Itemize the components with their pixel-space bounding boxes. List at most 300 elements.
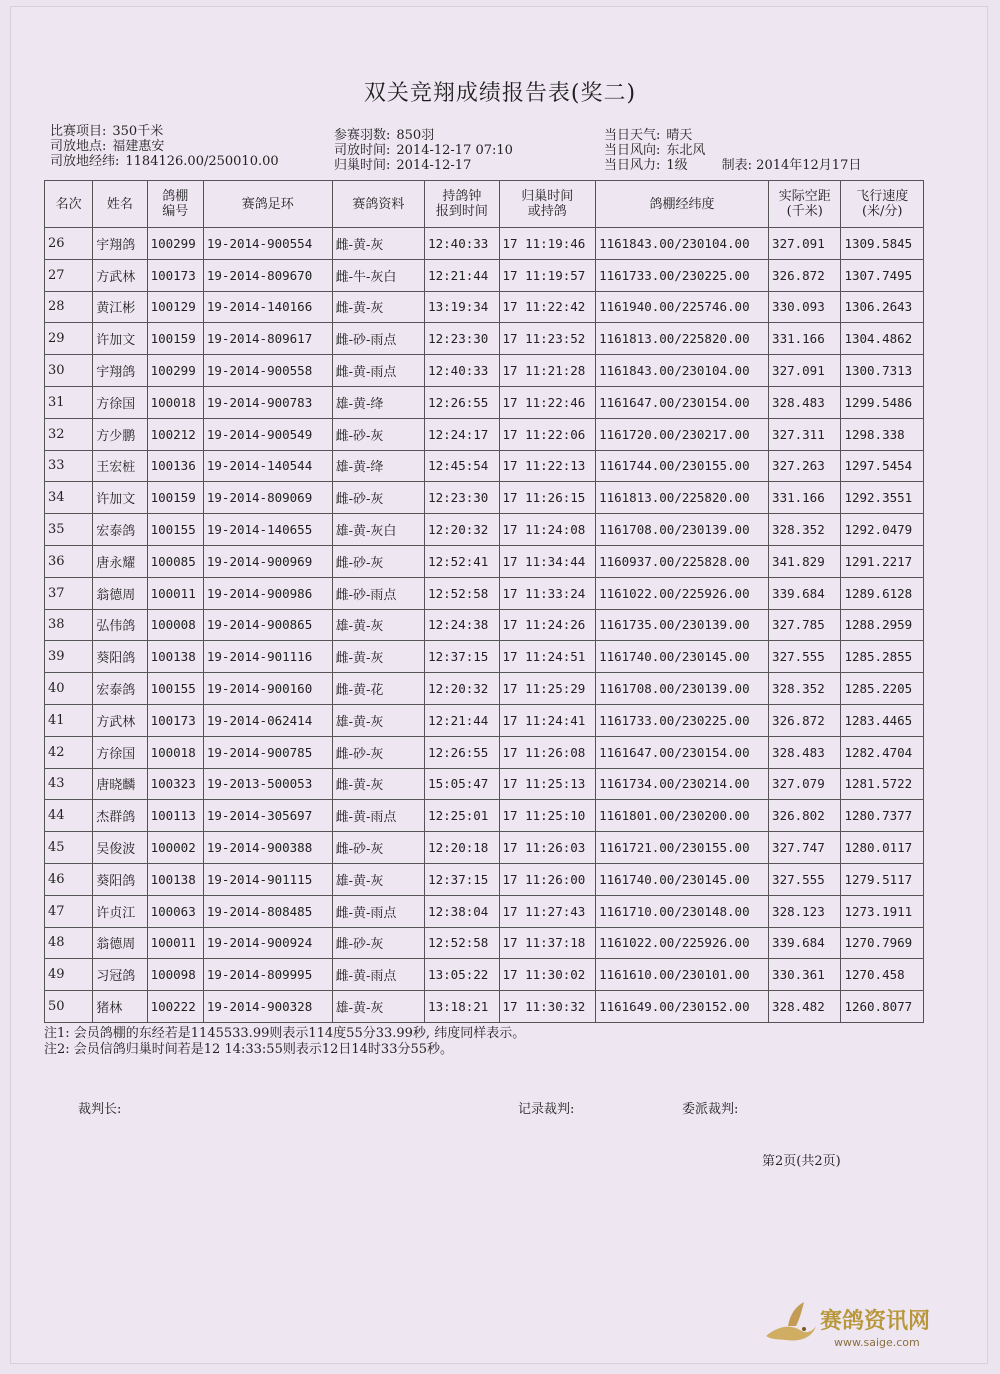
table-cell: 46 [45,863,93,895]
table-cell: 100299 [147,355,203,387]
table-cell: 100222 [147,991,203,1023]
table-row [45,418,924,450]
table-cell: 19-2014-062414 [203,704,332,736]
meta-mid [334,128,513,173]
table-row [45,991,924,1023]
table-cell: 雌-砂-灰 [332,832,425,864]
table-row [45,704,924,736]
table-cell: 13:18:21 [425,991,499,1023]
table-cell: 12:45:54 [425,450,499,482]
table-cell: 1161647.00/230154.00 [596,736,769,768]
table-cell: 100018 [147,736,203,768]
table-cell: 1289.6128 [841,577,924,609]
table-cell: 1292.3551 [841,482,924,514]
meta-left [50,124,279,169]
table-cell: 17 11:24:51 [499,641,596,673]
table-cell: 1161813.00/225820.00 [596,323,769,355]
table-cell: 100011 [147,927,203,959]
table-cell: 19-2014-140166 [203,291,332,323]
table-cell: 1292.0479 [841,514,924,546]
column-header: 持鸽钟 报到时间 [425,181,499,228]
table-cell: 1299.5486 [841,386,924,418]
table-cell: 宏泰鸽 [93,673,147,705]
table-cell: 12:21:44 [425,259,499,291]
table-cell: 47 [45,895,93,927]
table-cell: 100063 [147,895,203,927]
table-cell: 43 [45,768,93,800]
table-cell: 1161740.00/230145.00 [596,641,769,673]
table-cell: 王宏桩 [93,450,147,482]
table-cell: 1285.2855 [841,641,924,673]
column-header: 飞行速度 (米/分) [841,181,924,228]
table-cell: 327.091 [769,228,841,260]
table-row [45,228,924,260]
table-cell: 19-2014-900558 [203,355,332,387]
table-cell: 1300.7313 [841,355,924,387]
table-cell: 327.079 [769,768,841,800]
meta-item: 比赛项目: 350千米 [50,124,164,139]
table-cell: 100085 [147,545,203,577]
table-cell: 100018 [147,386,203,418]
assigned-referee-label: 委派裁判: [682,1102,739,1117]
table-cell: 1270.7969 [841,927,924,959]
table-cell: 12:37:15 [425,641,499,673]
table-cell: 19-2014-140655 [203,514,332,546]
table-cell: 17 11:33:24 [499,577,596,609]
table-cell: 38 [45,609,93,641]
table-row [45,577,924,609]
table-cell: 327.785 [769,609,841,641]
table-cell: 17 11:19:57 [499,259,596,291]
table-row [45,863,924,895]
table-cell: 1161649.00/230152.00 [596,991,769,1023]
table-cell: 100113 [147,800,203,832]
table-cell: 328.482 [769,991,841,1023]
table-cell: 1291.2217 [841,545,924,577]
column-header: 姓名 [93,181,147,228]
table-cell: 100138 [147,863,203,895]
table-cell: 1161744.00/230155.00 [596,450,769,482]
table-cell: 17 11:30:02 [499,959,596,991]
table-cell: 17 11:19:46 [499,228,596,260]
table-cell: 1285.2205 [841,673,924,705]
table-cell: 12:20:32 [425,514,499,546]
results-table [44,180,924,1023]
table-cell: 宏泰鸽 [93,514,147,546]
table-cell: 习冠鸽 [93,959,147,991]
table-cell: 许加文 [93,482,147,514]
table-cell: 19-2014-900969 [203,545,332,577]
table-row [45,959,924,991]
table-row [45,386,924,418]
table-cell: 12:25:01 [425,800,499,832]
table-cell: 宇翔鸽 [93,228,147,260]
table-cell: 17 11:26:15 [499,482,596,514]
table-cell: 19-2014-809617 [203,323,332,355]
table-cell: 19-2014-808485 [203,895,332,927]
table-cell: 19-2014-809670 [203,259,332,291]
watermark-logo [760,1296,970,1356]
table-cell: 12:20:32 [425,673,499,705]
table-cell: 1279.5117 [841,863,924,895]
table-cell: 327.555 [769,641,841,673]
table-cell: 36 [45,545,93,577]
table-row [45,800,924,832]
table-cell: 雄-黄-灰 [332,704,425,736]
table-cell: 328.483 [769,736,841,768]
table-cell: 100173 [147,704,203,736]
table-cell: 1273.1911 [841,895,924,927]
table-cell: 1270.458 [841,959,924,991]
table-row [45,545,924,577]
table-cell: 100011 [147,577,203,609]
table-cell: 1304.4862 [841,323,924,355]
table-cell: 19-2014-900783 [203,386,332,418]
table-cell: 1161734.00/230214.00 [596,768,769,800]
column-header: 赛鸽足环 [203,181,332,228]
table-cell: 331.166 [769,323,841,355]
table-cell: 44 [45,800,93,832]
table-cell: 17 11:21:28 [499,355,596,387]
table-cell: 雄-黄-绛 [332,386,425,418]
table-cell: 19-2014-900549 [203,418,332,450]
table-cell: 1307.7495 [841,259,924,291]
table-cell: 12:40:33 [425,355,499,387]
column-header: 鸽棚 编号 [147,181,203,228]
table-cell: 15:05:47 [425,768,499,800]
table-cell: 雄-黄-灰 [332,609,425,641]
table-cell: 17 11:24:26 [499,609,596,641]
table-cell: 雌-砂-灰 [332,927,425,959]
table-cell: 雌-砂-雨点 [332,323,425,355]
table-cell: 42 [45,736,93,768]
watermark-name: 赛鸽资讯网 [820,1309,931,1334]
table-cell: 330.361 [769,959,841,991]
table-cell: 17 11:24:08 [499,514,596,546]
table-cell: 35 [45,514,93,546]
table-row [45,768,924,800]
table-cell: 雌-牛-灰白 [332,259,425,291]
table-cell: 方武林 [93,259,147,291]
meta-item: 当日风向: 东北风 [604,143,706,158]
table-row [45,482,924,514]
table-cell: 327.555 [769,863,841,895]
table-cell: 雌-黄-雨点 [332,355,425,387]
notes [44,1026,525,1058]
table-cell: 326.872 [769,704,841,736]
table-cell: 雌-黄-灰 [332,768,425,800]
table-cell: 雄-黄-绛 [332,450,425,482]
table-cell: 雌-黄-雨点 [332,959,425,991]
table-cell: 100002 [147,832,203,864]
table-cell: 1283.4465 [841,704,924,736]
table-cell: 1288.2959 [841,609,924,641]
table-cell: 328.352 [769,514,841,546]
table-cell: 12:26:55 [425,736,499,768]
table-cell: 1306.2643 [841,291,924,323]
meta-item: 当日风力: 1级 制表: 2014年12月17日 [604,158,862,173]
table-row [45,832,924,864]
table-cell: 17 11:23:52 [499,323,596,355]
table-cell: 17 11:26:08 [499,736,596,768]
table-cell: 339.684 [769,927,841,959]
table-cell: 1282.4704 [841,736,924,768]
table-cell: 41 [45,704,93,736]
column-header: 实际空距 (千米) [769,181,841,228]
table-cell: 1161843.00/230104.00 [596,355,769,387]
table-cell: 黄江彬 [93,291,147,323]
table-cell: 17 11:25:29 [499,673,596,705]
table-cell: 吴俊波 [93,832,147,864]
table-cell: 19-2014-901115 [203,863,332,895]
pigeon-logo-icon [760,1296,820,1356]
table-cell: 12:40:33 [425,228,499,260]
page-number: 第2页(共2页) [762,1154,841,1169]
table-cell: 327.747 [769,832,841,864]
table-cell: 100098 [147,959,203,991]
table-row [45,673,924,705]
table-cell: 12:52:58 [425,577,499,609]
table-cell: 雌-砂-雨点 [332,577,425,609]
table-cell: 1161721.00/230155.00 [596,832,769,864]
table-header-row [45,181,924,228]
table-cell: 12:52:41 [425,545,499,577]
table-cell: 弘伟鸽 [93,609,147,641]
table-cell: 12:26:55 [425,386,499,418]
table-cell: 45 [45,832,93,864]
table-cell: 341.829 [769,545,841,577]
table-cell: 17 11:26:00 [499,863,596,895]
table-cell: 29 [45,323,93,355]
table-cell: 48 [45,927,93,959]
table-cell: 19-2014-140544 [203,450,332,482]
table-cell: 1280.7377 [841,800,924,832]
table-cell: 1161801.00/230200.00 [596,800,769,832]
table-cell: 19-2014-901116 [203,641,332,673]
column-header: 名次 [45,181,93,228]
table-cell: 19-2014-900160 [203,673,332,705]
table-cell: 100212 [147,418,203,450]
table-cell: 17 11:22:06 [499,418,596,450]
table-cell: 31 [45,386,93,418]
table-cell: 17 11:30:32 [499,991,596,1023]
table-cell: 13:19:34 [425,291,499,323]
table-row [45,641,924,673]
table-cell: 1280.0117 [841,832,924,864]
table-row [45,259,924,291]
table-cell: 19-2014-809069 [203,482,332,514]
table-cell: 猪林 [93,991,147,1023]
table-cell: 葵阳鸽 [93,863,147,895]
table-cell: 雌-黄-灰 [332,228,425,260]
table-cell: 17 11:22:42 [499,291,596,323]
table-row [45,927,924,959]
table-cell: 1298.338 [841,418,924,450]
table-cell: 12:20:18 [425,832,499,864]
table-cell: 雄-黄-灰 [332,863,425,895]
table-cell: 328.123 [769,895,841,927]
table-cell: 1260.8077 [841,991,924,1023]
table-cell: 19-2014-900388 [203,832,332,864]
table-cell: 19-2014-809995 [203,959,332,991]
table-cell: 330.093 [769,291,841,323]
table-body [45,228,924,1023]
table-cell: 32 [45,418,93,450]
table-cell: 方徐国 [93,386,147,418]
table-cell: 翁德周 [93,577,147,609]
table-cell: 12:38:04 [425,895,499,927]
table-cell: 1160937.00/225828.00 [596,545,769,577]
table-cell: 17 11:26:03 [499,832,596,864]
table-cell: 339.684 [769,577,841,609]
table-cell: 100155 [147,673,203,705]
table-cell: 1161740.00/230145.00 [596,863,769,895]
meta-right [604,128,861,173]
table-cell: 12:52:58 [425,927,499,959]
table-cell: 331.166 [769,482,841,514]
table-cell: 方武林 [93,704,147,736]
table-cell: 13:05:22 [425,959,499,991]
table-cell: 37 [45,577,93,609]
table-cell: 1161647.00/230154.00 [596,386,769,418]
note-1: 注1: 会员鸽棚的东经若是1145533.99则表示114度55分33.99秒, 纬度同样表示。 [44,1026,526,1041]
table-cell: 17 11:27:43 [499,895,596,927]
table-cell: 17 11:22:46 [499,386,596,418]
made-date: 制表: 2014年12月17日 [721,158,862,173]
table-cell: 100299 [147,228,203,260]
table-cell: 50 [45,991,93,1023]
table-cell: 宇翔鸽 [93,355,147,387]
table-cell: 12:21:44 [425,704,499,736]
table-cell: 19-2014-900785 [203,736,332,768]
table-cell: 34 [45,482,93,514]
table-cell: 1161022.00/225926.00 [596,577,769,609]
meta-item: 司放时间: 2014-12-17 07:10 [334,143,513,158]
table-cell: 1161720.00/230217.00 [596,418,769,450]
table-cell: 1161843.00/230104.00 [596,228,769,260]
table-cell: 100159 [147,323,203,355]
table-cell: 1281.5722 [841,768,924,800]
table-cell: 100008 [147,609,203,641]
table-cell: 1161940.00/225746.00 [596,291,769,323]
table-cell: 雄-黄-灰白 [332,514,425,546]
table-cell: 杰群鸽 [93,800,147,832]
table-cell: 100173 [147,259,203,291]
table-row [45,736,924,768]
column-header: 归巢时间 或持鸽 [499,181,596,228]
table-cell: 1309.5845 [841,228,924,260]
table-cell: 雌-黄-花 [332,673,425,705]
meta-item: 司放地经纬: 1184126.00/250010.00 [50,154,279,169]
table-cell: 19-2014-900554 [203,228,332,260]
table-cell: 雌-砂-灰 [332,482,425,514]
table-cell: 1161610.00/230101.00 [596,959,769,991]
table-cell: 26 [45,228,93,260]
table-row [45,514,924,546]
chief-referee-label: 裁判长: [78,1102,122,1117]
table-cell: 39 [45,641,93,673]
table-cell: 方徐国 [93,736,147,768]
watermark-url: www.saige.com [834,1336,920,1349]
table-cell: 1161733.00/230225.00 [596,704,769,736]
note-2: 注2: 会员信鸽归巢时间若是12 14:33:55则表示12日14时33分55秒。 [44,1042,454,1057]
meta-item: 参赛羽数: 850羽 [334,128,435,143]
table-cell: 12:24:17 [425,418,499,450]
table-cell: 40 [45,673,93,705]
table-cell: 19-2013-500053 [203,768,332,800]
table-cell: 方少鹏 [93,418,147,450]
table-cell: 27 [45,259,93,291]
table-row [45,323,924,355]
table-cell: 100138 [147,641,203,673]
table-cell: 17 11:25:13 [499,768,596,800]
table-row [45,450,924,482]
recorder-referee-label: 记录裁判: [518,1102,575,1117]
table-cell: 1297.5454 [841,450,924,482]
table-cell: 1161733.00/230225.00 [596,259,769,291]
table-cell: 49 [45,959,93,991]
table-cell: 326.802 [769,800,841,832]
table-cell: 100129 [147,291,203,323]
table-cell: 327.263 [769,450,841,482]
table-cell: 28 [45,291,93,323]
table-cell: 17 11:24:41 [499,704,596,736]
table-cell: 雄-黄-灰 [332,991,425,1023]
table-cell: 雌-砂-灰 [332,418,425,450]
table-cell: 328.352 [769,673,841,705]
table-cell: 1161022.00/225926.00 [596,927,769,959]
table-cell: 雌-砂-灰 [332,736,425,768]
table-cell: 1161710.00/230148.00 [596,895,769,927]
table-cell: 17 11:22:13 [499,450,596,482]
table-cell: 12:23:30 [425,482,499,514]
table-cell: 100323 [147,768,203,800]
table-cell: 1161708.00/230139.00 [596,514,769,546]
table-cell: 雌-黄-雨点 [332,800,425,832]
table-cell: 许加文 [93,323,147,355]
table-cell: 12:24:38 [425,609,499,641]
table-cell: 19-2014-900328 [203,991,332,1023]
column-header: 赛鸽资料 [332,181,425,228]
table-cell: 19-2014-305697 [203,800,332,832]
table-cell: 30 [45,355,93,387]
table-cell: 17 11:37:18 [499,927,596,959]
table-cell: 雌-黄-雨点 [332,895,425,927]
table-cell: 1161813.00/225820.00 [596,482,769,514]
column-header: 鸽棚经纬度 [596,181,769,228]
table-cell: 100159 [147,482,203,514]
table-cell: 唐晓麟 [93,768,147,800]
table-cell: 100155 [147,514,203,546]
table-cell: 19-2014-900986 [203,577,332,609]
report-title: 双关竞翔成绩报告表(奖二) [363,81,637,106]
table-cell: 12:37:15 [425,863,499,895]
meta-item: 当日天气: 晴天 [604,128,693,143]
table-cell: 33 [45,450,93,482]
table-cell: 1161735.00/230139.00 [596,609,769,641]
table-row [45,291,924,323]
table-cell: 327.311 [769,418,841,450]
table-cell: 唐永耀 [93,545,147,577]
table-cell: 雌-黄-灰 [332,291,425,323]
table-row [45,355,924,387]
table-cell: 19-2014-900924 [203,927,332,959]
table-cell: 17 11:25:10 [499,800,596,832]
meta-item: 归巢时间: 2014-12-17 [334,158,472,173]
table-cell: 100136 [147,450,203,482]
table-row [45,609,924,641]
table-cell: 328.483 [769,386,841,418]
